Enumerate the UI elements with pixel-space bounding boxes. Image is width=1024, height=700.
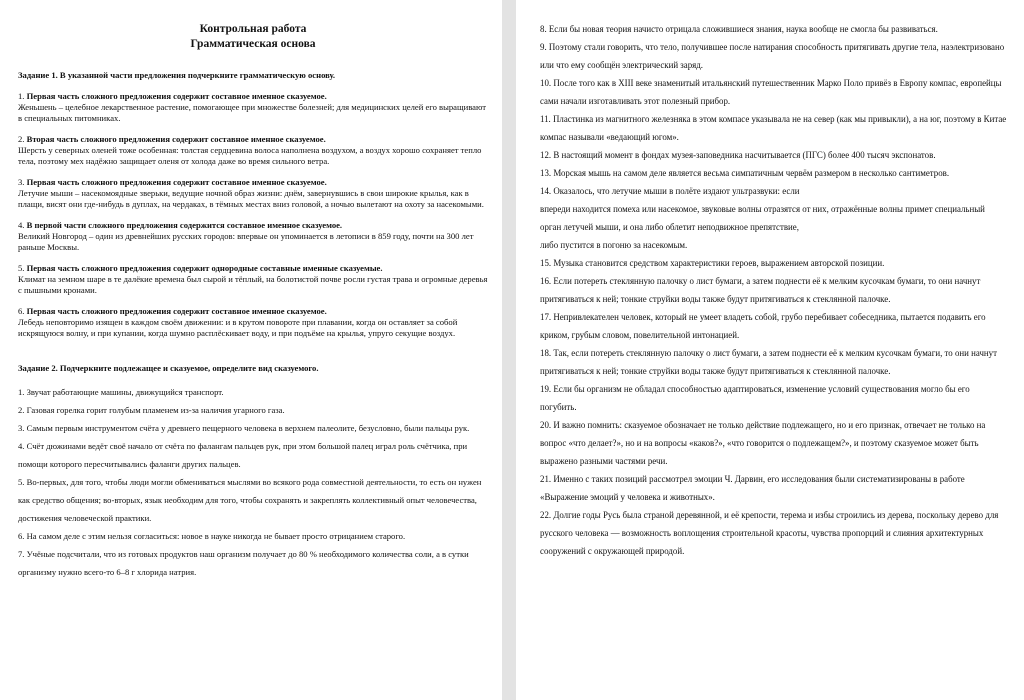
list-item-text: 1. Звучат работающие машины, движущийся транспорт. [18,387,224,397]
list-item-text: 8. Если бы новая теория начисто отрицала сложившиеся знания, наука вообще не смогла бы развиваться. [540,24,938,34]
list-item-text: 13. Морская мышь на самом деле является весьма симпатичным червём размером в несколько сантиметров. [540,168,950,178]
list-item-text: 19. Если бы организм не обладал способностью адаптироваться, изменение условий существования могло бы его погубить. [540,384,970,412]
exercise-instruction-text: Первая часть сложного предложения содержит однородные составные именные сказуемые. [26,263,383,273]
exercise-sentence: Женьшень – целебное лекарственное растение, помогающее при множестве болезней; для медицинских целей его выращивают в специальных питомниках. [18,102,487,123]
list-item [540,344,1008,380]
task1-exercise [18,177,488,210]
exercise-instruction-text: Первая часть сложного предложения содержит составное именное сказуемое. [26,177,327,187]
list-item [18,527,488,545]
list-item-text: 5. Во-первых, для того, чтобы люди могли обмениваться мыслями во всякого рода совместной деятельности, то есть он нужен как средство общения; во-вторых, язык необходим для того, чтобы сохранять и закреплять коллективный опыт человечества, достижения человеческой практики. [18,477,482,523]
exercise-sentence: Климат на земном шаре в те далёкие времена был сырой и тёплый, на болотистой почве росли густая трава и огромные деревья с пышными кронами. [18,274,488,295]
list-item [18,401,488,419]
left-page [0,0,502,700]
list-item-text: впереди находится помеха или насекомое, звуковые волны отразятся от них, отражённые волны примет специальный орган летучей мыши, и она либо облетит неподвижное препятствие, [540,204,985,232]
right-page [516,0,1024,700]
exercise-instruction [18,91,488,102]
exercise-sentence: Лебедь неповторимо изящен в каждом своём движении: и в крутом повороте при плавании, когда он оставляет за собой искрящуюся волну, и при купании, когда шумно расплёскивает воду, и при подъёме на крылья, упруго секущие воздух. [18,317,458,338]
exercise-instruction [18,220,488,231]
exercise-number: 2. [18,134,27,144]
exercise-instruction [18,263,488,274]
task1-exercise [18,263,488,296]
exercise-instruction [18,134,488,145]
exercise-sentence: Великий Новгород – один из древнейших русских городов: впервые он упоминается в летописи в 859 году, почти на 300 лет раньше Москвы. [18,231,474,252]
document-title [18,22,488,52]
exercise-instruction-text: Вторая часть сложного предложения содержит составное именное сказуемое. [26,134,326,144]
list-item [540,470,1008,506]
exercise-instruction-text: Первая часть сложного предложения содержит составное именное сказуемое. [26,91,327,101]
list-item-text: 14. Оказалось, что летучие мыши в полёте издают ультразвуки: если [540,186,800,196]
list-item [540,272,1008,308]
exercise-number: 4. [18,220,27,230]
list-item [540,380,1008,416]
list-item-text: 10. После того как в XIII веке знаменитый итальянский путешественник Марко Поло привёз в Европу компас, европейцы сами начали изготавливать этот полезный прибор. [540,78,1002,106]
list-item [18,437,488,473]
list-item-text: 3. Самым первым инструментом счёта у древнего пещерного человека в верхнем палеолите, безусловно, были пальцы рук. [18,423,470,433]
exercise-number: 1. [18,91,27,101]
list-item [540,146,1008,164]
list-item-text: 20. И важно помнить: сказуемое обозначает не только действие подлежащего, но и его признак, отвечает не только на вопрос «что делает?», но и на вопросы «каков?», «что говорится о подлежащем?», и поэтому сказуемое может быть выражено разными частями речи. [540,420,986,466]
list-item-text: 7. Учёные подсчитали, что из готовых продуктов наш организм получает до 80 % необходимого количества соли, а в сутки организму нужно всего-то 6–8 г хлорида натрия. [18,549,469,577]
list-item-text: 22. Долгие годы Русь была страной деревянной, и её крепости, терема и избы строились из дерева, поскольку дерево для русского человека — возможность воплощения строительной красоты, чувства пропорций и слияния архитектурных сооружений с окружающей природой. [540,510,999,556]
list-item [18,545,488,581]
task2-items [18,383,488,581]
exercise-number: 6. [18,306,27,316]
title-line-1: Контрольная работа [199,23,307,35]
right-page-items [540,20,1008,560]
list-item [540,164,1008,182]
exercise-instruction [18,306,488,317]
list-item [540,38,1008,74]
task2-heading: Задание 2. Подчеркните подлежащее и сказуемое, определите вид сказуемого. [18,363,319,373]
list-item [18,419,488,437]
task1-exercise [18,220,488,253]
list-item [540,416,1008,470]
list-item-text: 17. Непривлекателен человек, который не умеет владеть собой, грубо перебивает собеседника, пытается подавить его криком, грубым словом, повелительной интонацией. [540,312,986,340]
list-item-text: либо пустится в погоню за насекомым. [540,240,688,250]
list-item-text: 4. Счёт дюжинами ведёт своё начало от счёта по фалангам пальцев рук, при этом большой палец играл роль счётчика, при помощи которого пересчитывались фаланги других пальцев. [18,441,468,469]
list-item-text: 21. Именно с таких позиций рассмотрел эмоции Ч. Дарвин, его исследования были систематизированы в работе «Выражение эмоций у человека и животных». [540,474,965,502]
list-item-text: 18. Так, если потереть стеклянную палочку о лист бумаги, а затем поднести её к мелким кусочкам бумаги, то они начнут притягиваться к ней; тонкие струйки воды также будут притягиваться к стеклянной палочке. [540,348,997,376]
exercise-instruction [18,177,488,188]
list-item [540,506,1008,560]
list-item [540,20,1008,38]
exercise-sentence: Шерсть у северных оленей тоже особенная: толстая сердцевина волоса наполнена воздухом, а воздух хорошо сохраняет тепло тела, поэтому мех надёжно защищает оленя от холода даже во время сильного ветра. [18,145,482,166]
list-item [540,182,1008,254]
task1-heading: Задание 1. В указанной части предложения подчеркните грамматическую основу. [18,70,336,80]
list-item-text: 11. Пластинка из магнитного железняка в этом компасе указывала не на север (как мы привыкли), а на юг, поэтому в Китае компас называли «ведающий югом». [540,114,1007,142]
exercise-number: 5. [18,263,27,273]
list-item [540,308,1008,344]
list-item [540,254,1008,272]
task1-exercise [18,306,488,339]
list-item-text: 9. Поэтому стали говорить, что тело, получившее после натирания способность притягивать другие тела, наэлектризовано или что ему сообщён электрический заряд. [540,42,1005,70]
exercise-instruction-text: В первой части сложного предложения содержится составное именное сказуемое. [26,220,343,230]
task1-exercise [18,134,488,167]
list-item-text: 15. Музыка становится средством характеристики героев, выражением авторской позиции. [540,258,885,268]
page-gutter [502,0,516,700]
task1-exercises [18,91,488,339]
title-line-2: Грамматическая основа [190,38,316,50]
list-item-text: 6. На самом деле с этим нельзя согласиться: новое в науке никогда не бывает просто отрицанием старого. [18,531,406,541]
list-item-text: 12. В настоящий момент в фондах музея-заповедника насчитывается (ПГС) более 400 тысяч экспонатов. [540,150,936,160]
list-item [18,383,488,401]
task1-exercise [18,91,488,124]
list-item-text: 16. Если потереть стеклянную палочку о лист бумаги, а затем поднести её к мелким кусочкам бумаги, то они начнут притягиваться к ней; тонкие струйки воды также будут притягиваться к стеклянной палочке. [540,276,981,304]
list-item-text: 2. Газовая горелка горит голубым пламенем из-за наличия угарного газа. [18,405,285,415]
list-item [540,74,1008,110]
exercise-number: 3. [18,177,27,187]
list-item [18,473,488,527]
exercise-instruction-text: Первая часть сложного предложения содержит составное именное сказуемое. [26,306,327,316]
list-item [540,110,1008,146]
exercise-sentence: Летучие мыши – насекомоядные зверьки, ведущие ночной образ жизни: днём, завернувшись в свои широкие крылья, как в плащи, висят они где-нибудь в дуплах, на чердаках, в тёмных местах вниз головой, а ночью вылетают на охоту за насекомыми. [18,188,484,209]
